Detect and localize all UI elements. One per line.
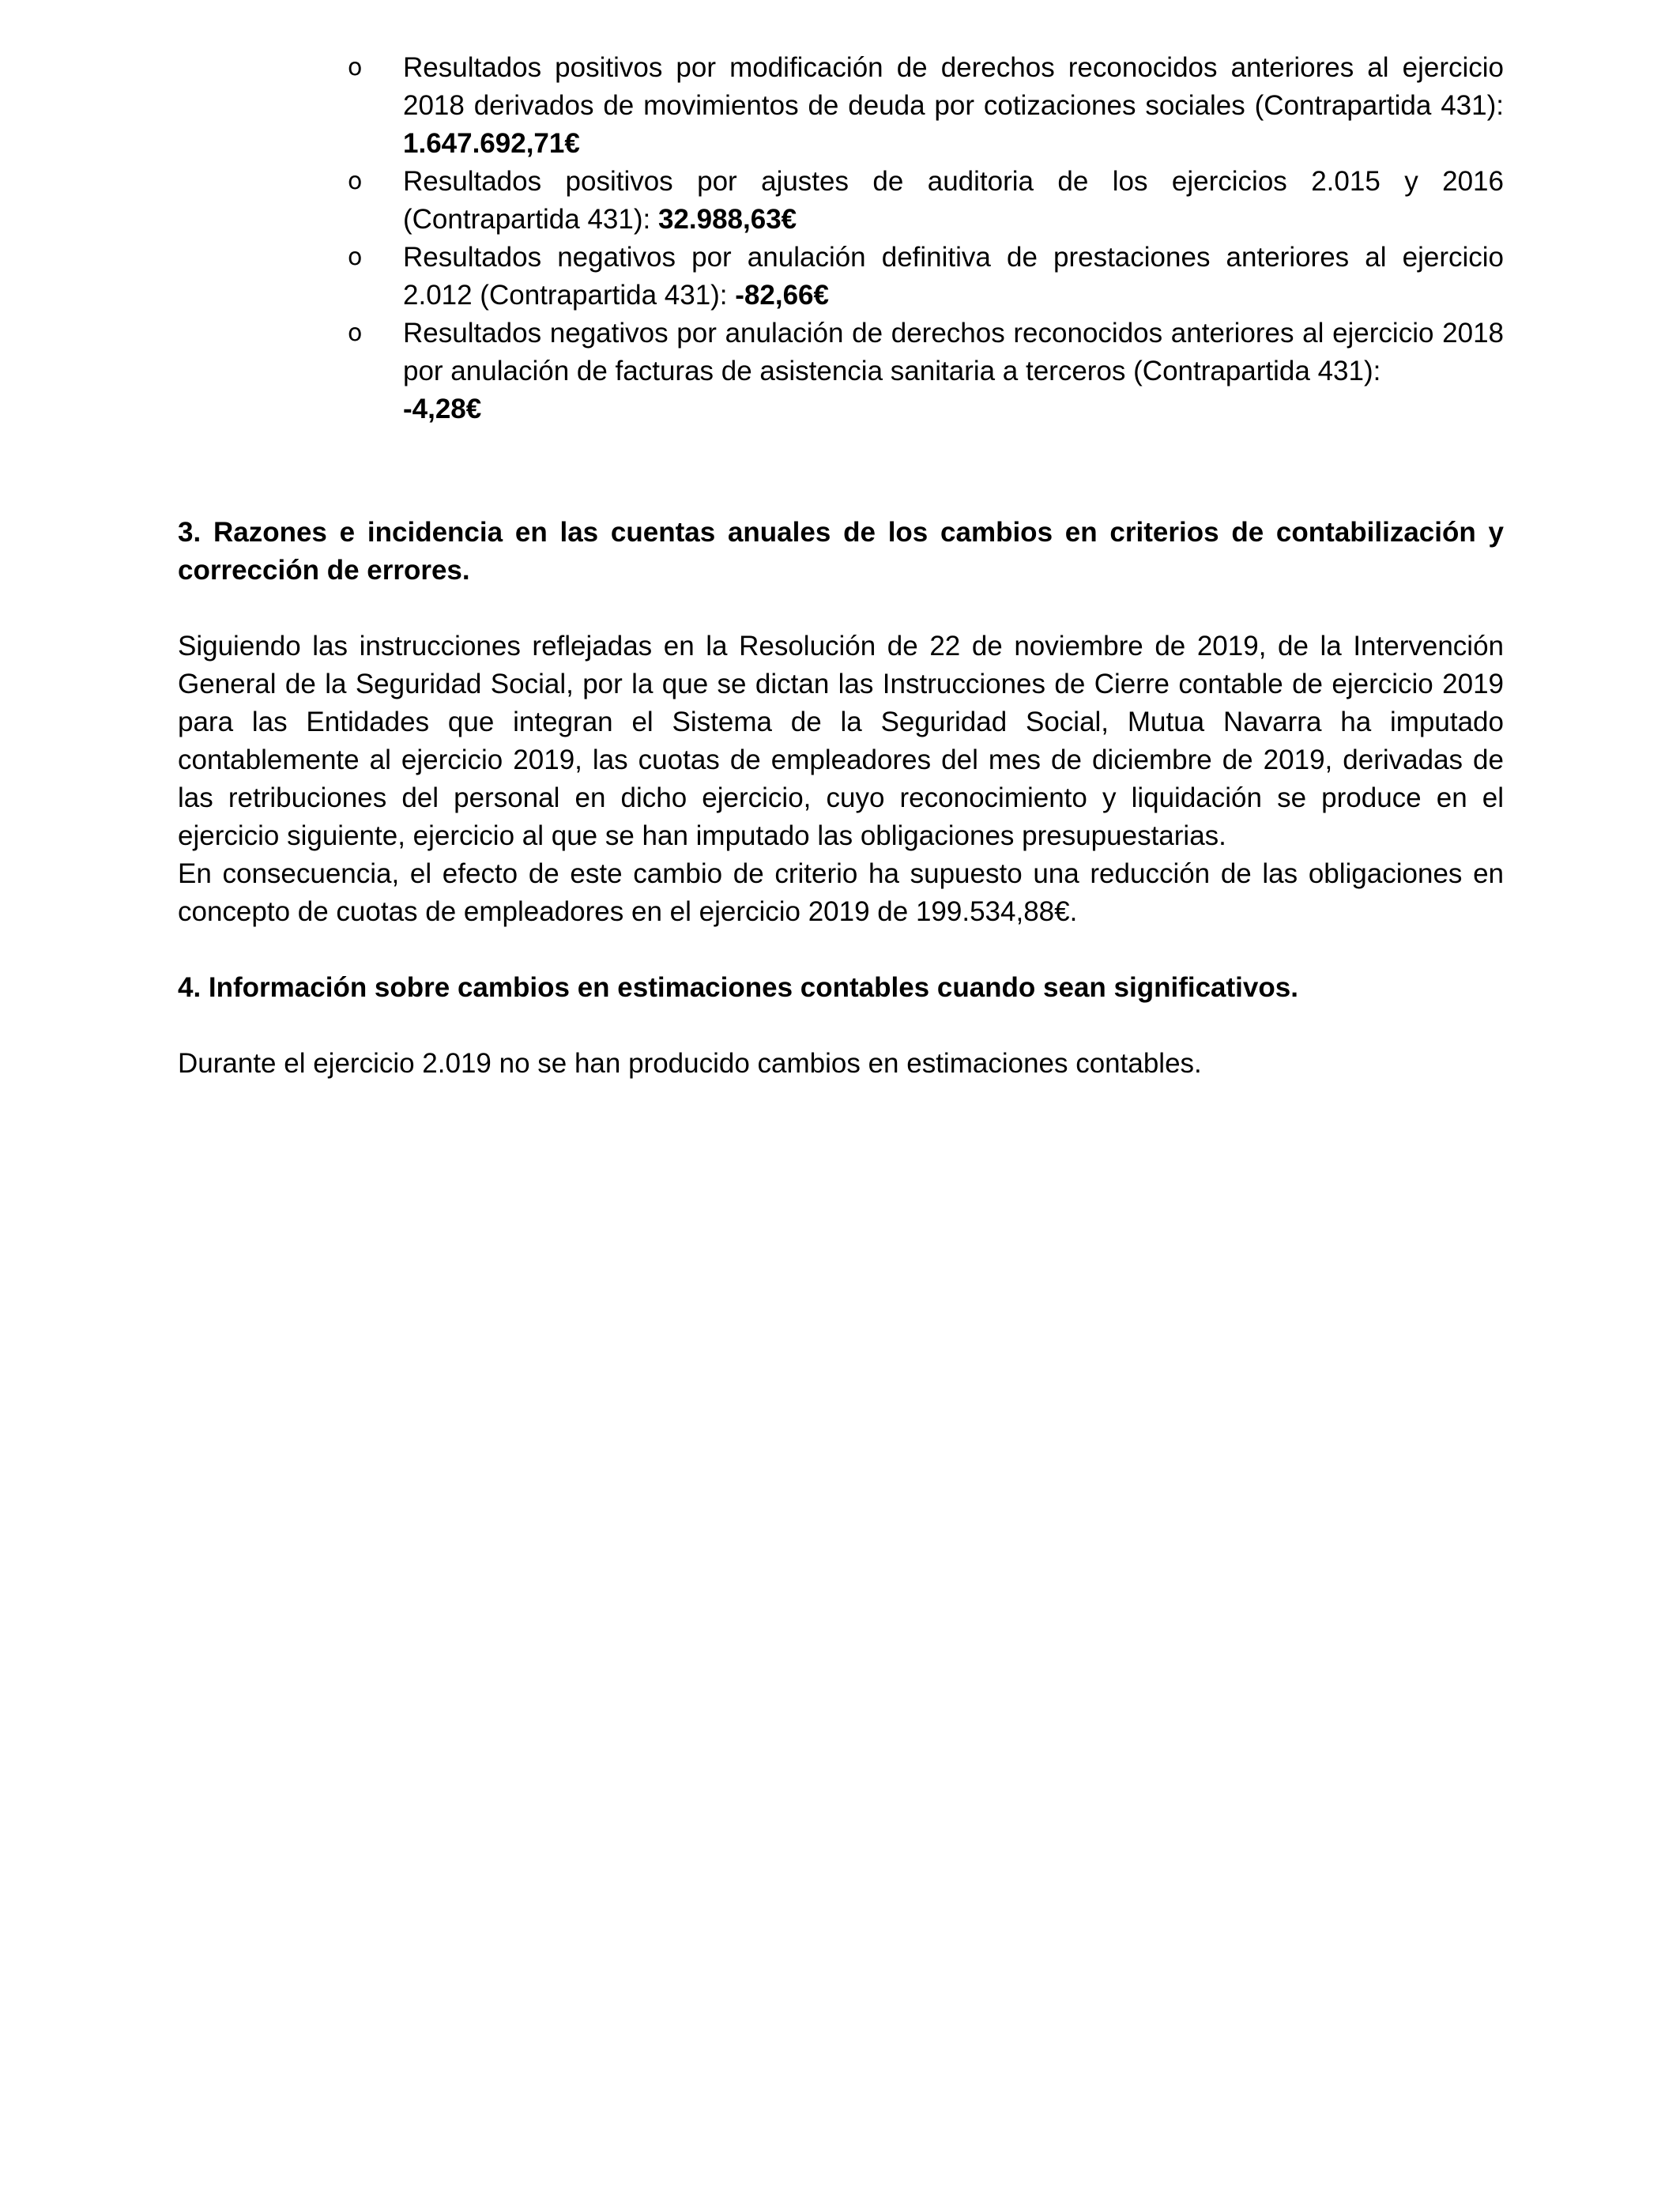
bullet-circle-icon: o	[348, 319, 363, 347]
list-item-amount: 1.647.692,71€	[403, 128, 580, 159]
list-item-amount: -82,66€	[735, 280, 829, 311]
bullet-circle-icon: o	[348, 54, 363, 81]
page-content	[178, 49, 1504, 1083]
list-item	[178, 315, 1504, 428]
list-item-text: Resultados negativos por anulación definitiva de prestaciones anteriores al ejercicio 2.012 (Contrapartida 431):	[403, 242, 1504, 311]
list-item-text: Resultados negativos por anulación de derechos reconocidos anteriores al ejercicio 2018 por anulación de facturas de asistencia sanitaria a terceros (Contrapartida 431):	[403, 318, 1504, 386]
list-item	[178, 163, 1504, 239]
list-item-amount: 32.988,63€	[657, 204, 797, 235]
section-3-paragraph-1: Siguiendo las instrucciones reflejadas en la Resolución de 22 de noviembre de 2019, de la Intervención General de la Seguridad Social, por la que se dictan las Instrucciones de Cierre contable de ejercicio 2019 para las Entidades que integran el Sistema de la Seguridad Social, Mutua Navarra ha imputado contablemente al ejercicio 2019, las cuotas de empleadores del mes de diciembre de 2019, derivadas de las retribuciones del personal en dicho ejercicio, cuyo reconocimiento y liquidación se produce en el ejercicio siguiente, ejercicio al que se han imputado las obligaciones presupuestarias.	[178, 631, 1504, 851]
section-4-heading: 4. Información sobre cambios en estimaciones contables cuando sean significativos.	[178, 972, 1298, 1003]
list-item	[178, 49, 1504, 163]
bullet-circle-icon: o	[348, 168, 363, 195]
list-item-text: Resultados positivos por ajustes de auditoria de los ejercicios 2.015 y 2016 (Contrapartida 431):	[403, 166, 1504, 235]
results-bullet-list	[178, 49, 1504, 428]
list-item	[178, 239, 1504, 315]
section-4-paragraph: Durante el ejercicio 2.019 no se han producido cambios en estimaciones contables.	[178, 1048, 1202, 1079]
section-3-heading: 3. Razones e incidencia en las cuentas anuales de los cambios en criterios de contabilización y corrección de errores.	[178, 517, 1504, 586]
list-item-amount: -4,28€	[403, 394, 482, 424]
section-3-paragraph-2: En consecuencia, el efecto de este cambio de criterio ha supuesto una reducción de las obligaciones en concepto de cuotas de empleadores en el ejercicio 2019 de 199.534,88€.	[178, 858, 1504, 927]
list-item-text: Resultados positivos por modificación de derechos reconocidos anteriores al ejercicio 2018 derivados de movimientos de deuda por cotizaciones sociales (Contrapartida 431):	[403, 52, 1504, 121]
bullet-circle-icon: o	[348, 243, 363, 271]
